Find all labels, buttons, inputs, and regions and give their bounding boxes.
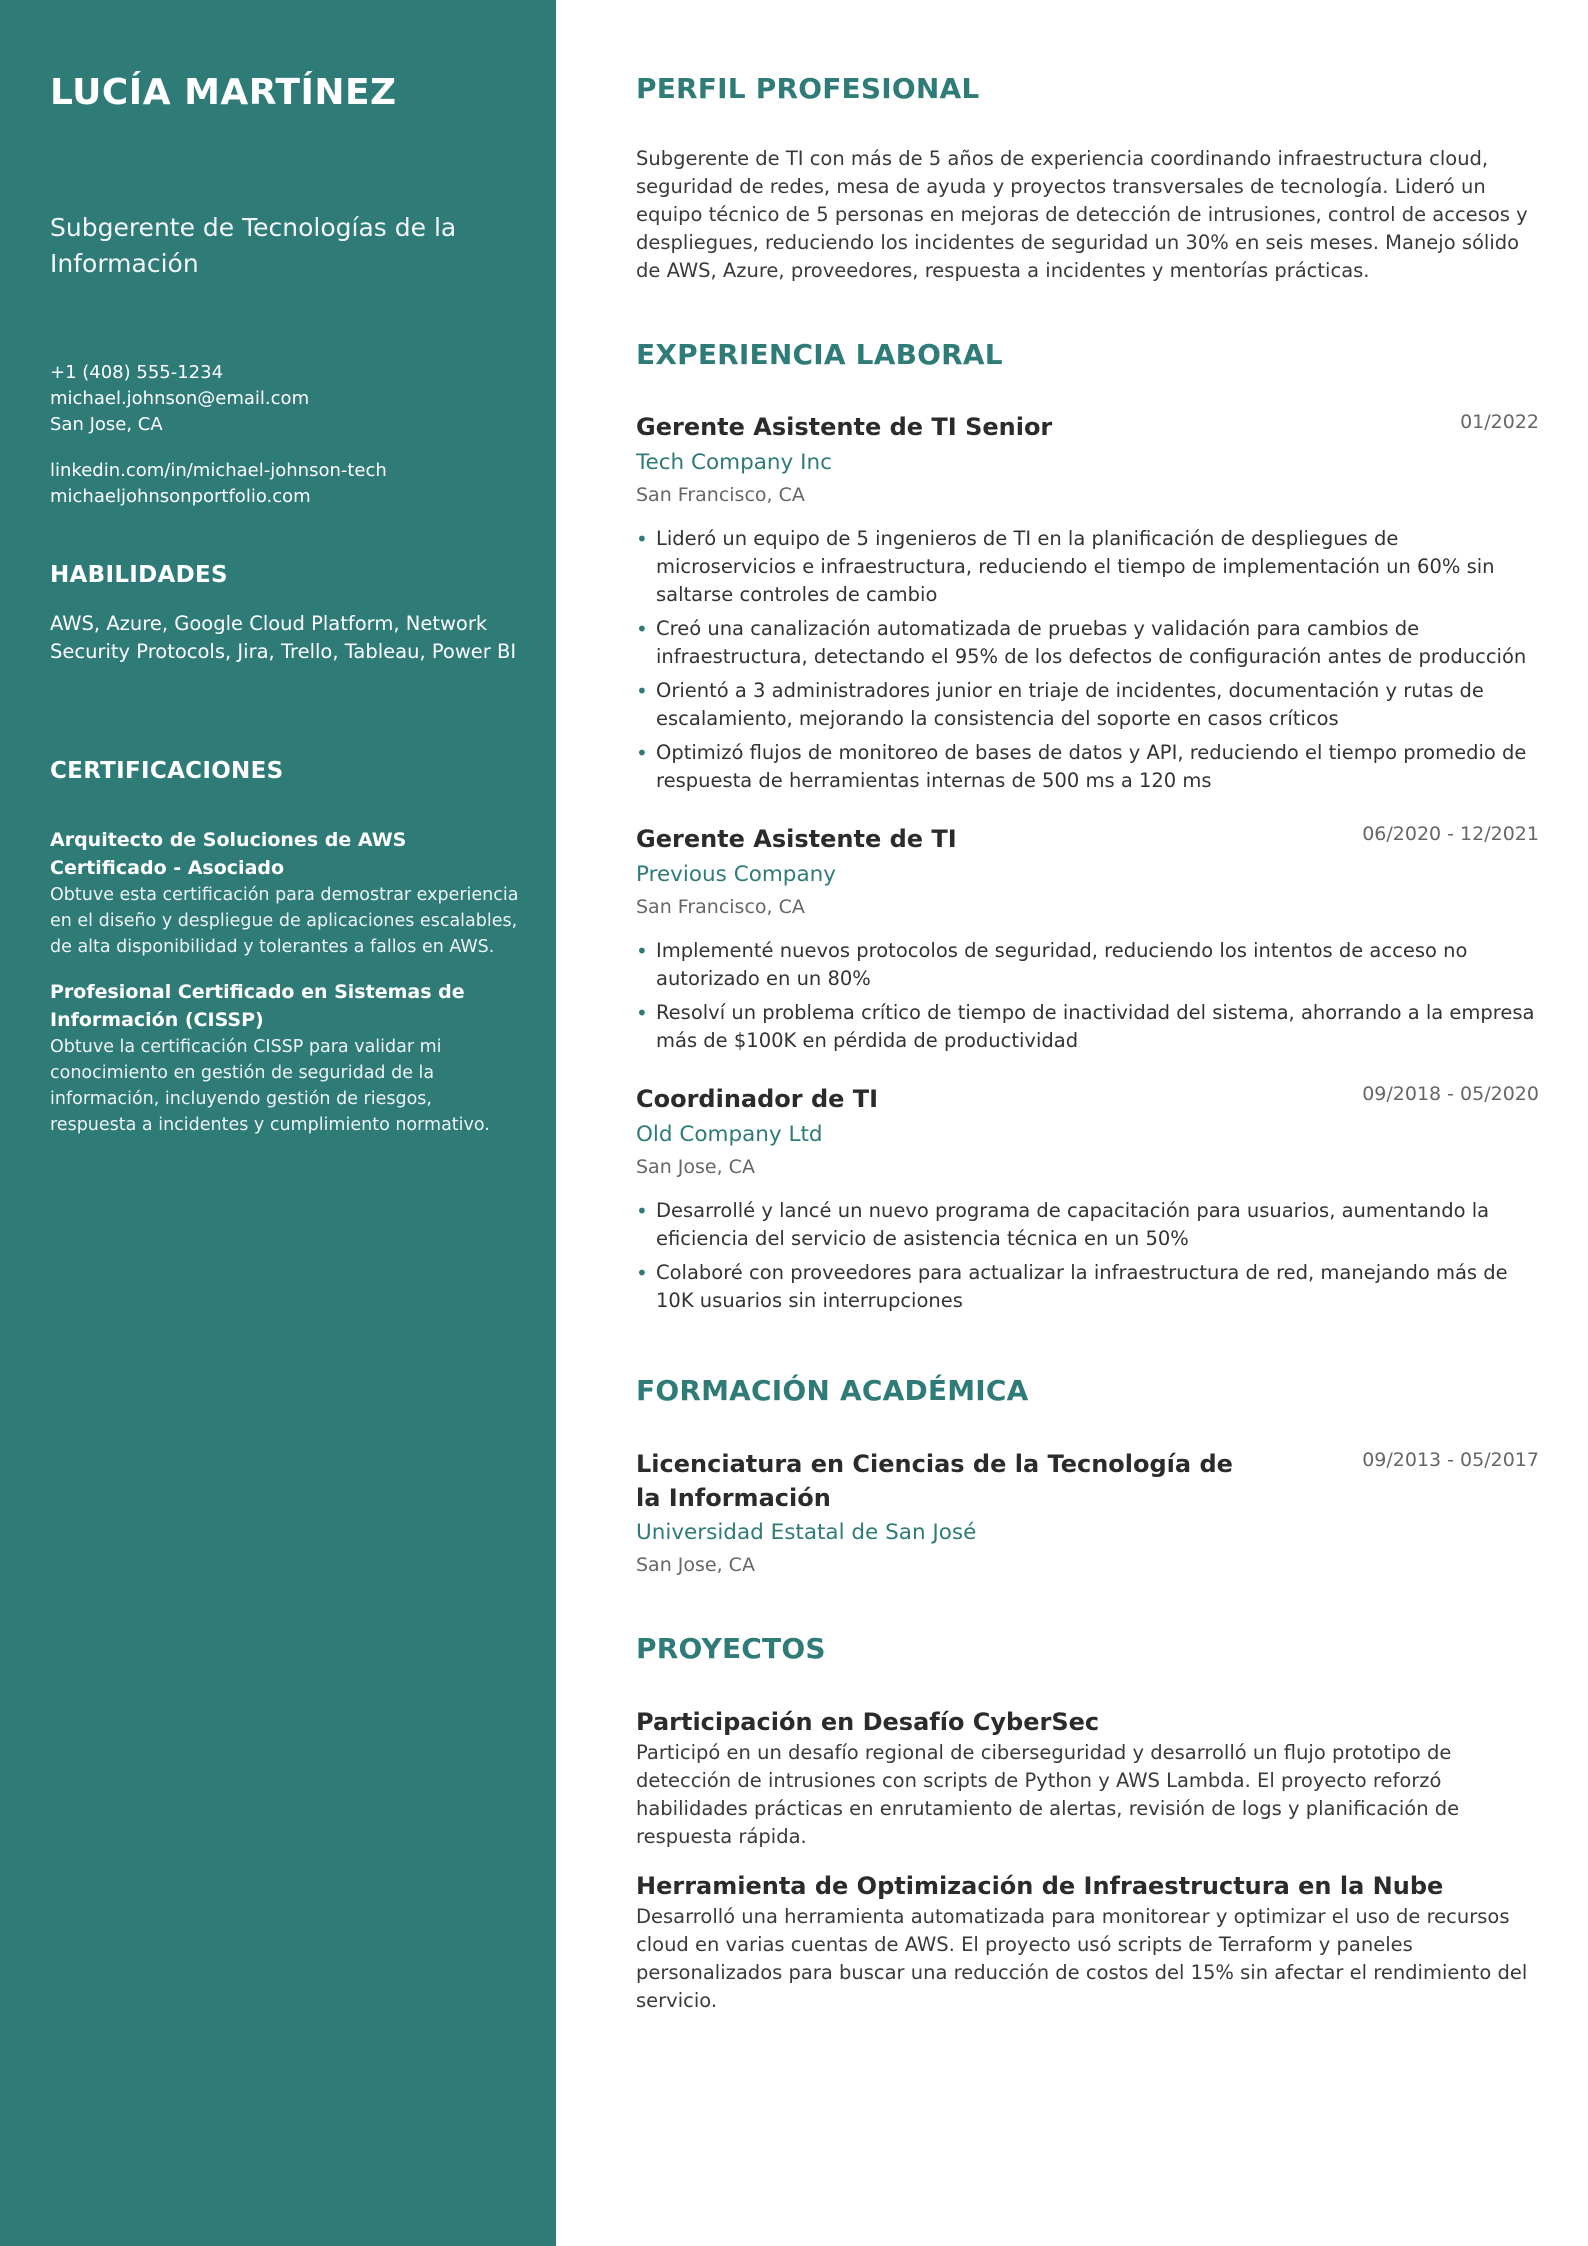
candidate-role: Subgerente de Tecnologías de la Información	[50, 213, 457, 278]
job-entry	[636, 821, 1539, 1055]
sidebar	[0, 0, 556, 2246]
bullet-icon: •	[636, 939, 648, 963]
bullet-item: • Creó una canalización automatizada de pruebas y validación para cambios de infraestructura, detectando el 95% de los defectos de configuración antes de producción	[636, 617, 1527, 668]
projects-heading: PROYECTOS	[636, 1632, 826, 1665]
project-description: Participó en un desafío regional de ciberseguridad y desarrolló un flujo prototipo de detección de intrusiones con scripts de Python y AWS Lambda. El proyecto reforzó habilidades prácticas en enrutamiento de alertas, revisión de logs y planificación de respuesta rápida.	[636, 1741, 1460, 1848]
job-location: San Francisco, CA	[636, 484, 805, 506]
job-date: 09/2018 - 05/2020	[1362, 1083, 1539, 1105]
bullet-icon: •	[636, 527, 648, 551]
bullet-icon: •	[636, 1261, 648, 1285]
project-item	[636, 1705, 1539, 1851]
education-section	[636, 1374, 1539, 1579]
projects-section	[636, 1632, 1539, 2015]
certification-title: Profesional Certificado en Sistemas de Información (CISSP)	[50, 981, 465, 1031]
location: San Jose, CA	[50, 414, 163, 435]
education-date: 09/2013 - 05/2017	[1362, 1449, 1539, 1471]
phone: +1 (408) 555-1234	[50, 362, 224, 383]
certification-item	[50, 978, 520, 1138]
job-entry	[636, 1081, 1539, 1315]
job-title: Coordinador de TI	[636, 1085, 879, 1113]
profile-text: Subgerente de TI con más de 5 años de experiencia coordinando infraestructura cloud, seguridad de redes, mesa de ayuda y proyectos transversales de tecnología. Lideró un equipo técnico de 5 personas en mejoras de detección de intrusiones, control de accesos y despliegues, reduciendo los incidentes de seguridad un 30% en seis meses. Manejo sólido de AWS, Azure, proveedores, respuesta a incidentes y mentorías prácticas.	[636, 147, 1528, 282]
certification-description: Obtuve esta certificación para demostrar experiencia en el diseño y despliegue de aplicaciones escalables, de alta disponibilidad y tolerantes a fallos en AWS.	[50, 885, 519, 957]
education-heading: FORMACIÓN ACADÉMICA	[636, 1374, 1029, 1407]
bullet-item: • Resolví un problema crítico de tiempo de inactividad del sistema, ahorrando a la empresa más de $100K en pérdida de productividad	[636, 1001, 1535, 1052]
certification-description: Obtuve la certificación CISSP para validar mi conocimiento en gestión de seguridad de la información, incluyendo gestión de riesgos, respuesta a incidentes y cumplimiento normativo.	[50, 1037, 490, 1135]
main-content	[556, 0, 1588, 2246]
links	[50, 458, 387, 510]
project-description: Desarrolló una herramienta automatizada para monitorear y optimizar el uso de recursos cloud en varias cuentas de AWS. El proyecto usó scripts de Terraform y paneles personalizados para buscar una reducción de costos del 15% sin afectar el rendimiento del servicio.	[636, 1905, 1528, 2012]
job-bullets	[636, 525, 1539, 795]
skills-heading: HABILIDADES	[50, 562, 228, 588]
job-location: San Francisco, CA	[636, 896, 805, 918]
bullet-icon: •	[636, 617, 648, 641]
email: michael.johnson@email.com	[50, 388, 310, 409]
job-bullets	[636, 937, 1539, 1055]
job-bullets	[636, 1197, 1539, 1315]
bullet-icon: •	[636, 1001, 648, 1025]
job-date: 06/2020 - 12/2021	[1362, 823, 1539, 845]
portfolio-link[interactable]: michaeljohnsonportfolio.com	[50, 486, 311, 507]
job-location: San Jose, CA	[636, 1156, 755, 1178]
contact-info	[50, 360, 309, 438]
bullet-item: • Implementé nuevos protocolos de seguridad, reduciendo los intentos de acceso no autorizado en un 80%	[636, 939, 1468, 990]
project-item	[636, 1869, 1539, 2015]
experience-heading: EXPERIENCIA LABORAL	[636, 338, 1003, 371]
bullet-item: • Orientó a 3 administradores junior en triaje de incidentes, documentación y rutas de escalamiento, mejorando la consistencia del soporte en casos críticos	[636, 679, 1484, 730]
experience-section	[636, 338, 1539, 1341]
candidate-name: LUCÍA MARTÍNEZ	[50, 72, 397, 113]
certifications-heading: CERTIFICACIONES	[50, 758, 284, 784]
job-title: Gerente Asistente de TI	[636, 825, 957, 853]
school-name: Universidad Estatal de San José	[636, 1520, 977, 1545]
bullet-item: • Lideró un equipo de 5 ingenieros de TI en la planificación de despliegues de microservicios e infraestructura, reduciendo el tiempo de implementación un 60% sin saltarse controles de cambio	[636, 527, 1495, 606]
bullet-item: • Optimizó flujos de monitoreo de bases de datos y API, reduciendo el tiempo promedio de respuesta de herramientas internas de 500 ms a 120 ms	[636, 741, 1527, 792]
school-location: San Jose, CA	[636, 1554, 755, 1576]
bullet-icon: •	[636, 679, 648, 703]
certification-item	[50, 826, 520, 960]
job-entry	[636, 409, 1539, 795]
linkedin-link[interactable]: linkedin.com/in/michael-johnson-tech	[50, 460, 387, 481]
skills-list: AWS, Azure, Google Cloud Platform, Network Security Protocols, Jira, Trello, Tableau, Power BI	[50, 612, 517, 663]
degree-title: Licenciatura en Ciencias de la Tecnología de la Información	[636, 1450, 1233, 1512]
certifications-list	[50, 826, 520, 1156]
certification-title: Arquitecto de Soluciones de AWS Certificado - Asociado	[50, 829, 407, 879]
bullet-icon: •	[636, 741, 648, 765]
bullet-item: • Colaboré con proveedores para actualizar la infraestructura de red, manejando más de 10K usuarios sin interrupciones	[636, 1261, 1508, 1312]
company-name: Old Company Ltd	[636, 1122, 823, 1147]
bullet-item: • Desarrollé y lancé un nuevo programa de capacitación para usuarios, aumentando la eficiencia del servicio de asistencia técnica en un 50%	[636, 1199, 1490, 1250]
company-name: Tech Company Inc	[636, 450, 832, 475]
profile-section	[636, 72, 1539, 285]
bullet-icon: •	[636, 1199, 648, 1223]
job-date: 01/2022	[1460, 411, 1539, 433]
project-title: Participación en Desafío CyberSec	[636, 1708, 1100, 1736]
job-title: Gerente Asistente de TI Senior	[636, 413, 1053, 441]
profile-heading: PERFIL PROFESIONAL	[636, 72, 980, 105]
project-title: Herramienta de Optimización de Infraestructura en la Nube	[636, 1872, 1444, 1900]
company-name: Previous Company	[636, 862, 836, 887]
